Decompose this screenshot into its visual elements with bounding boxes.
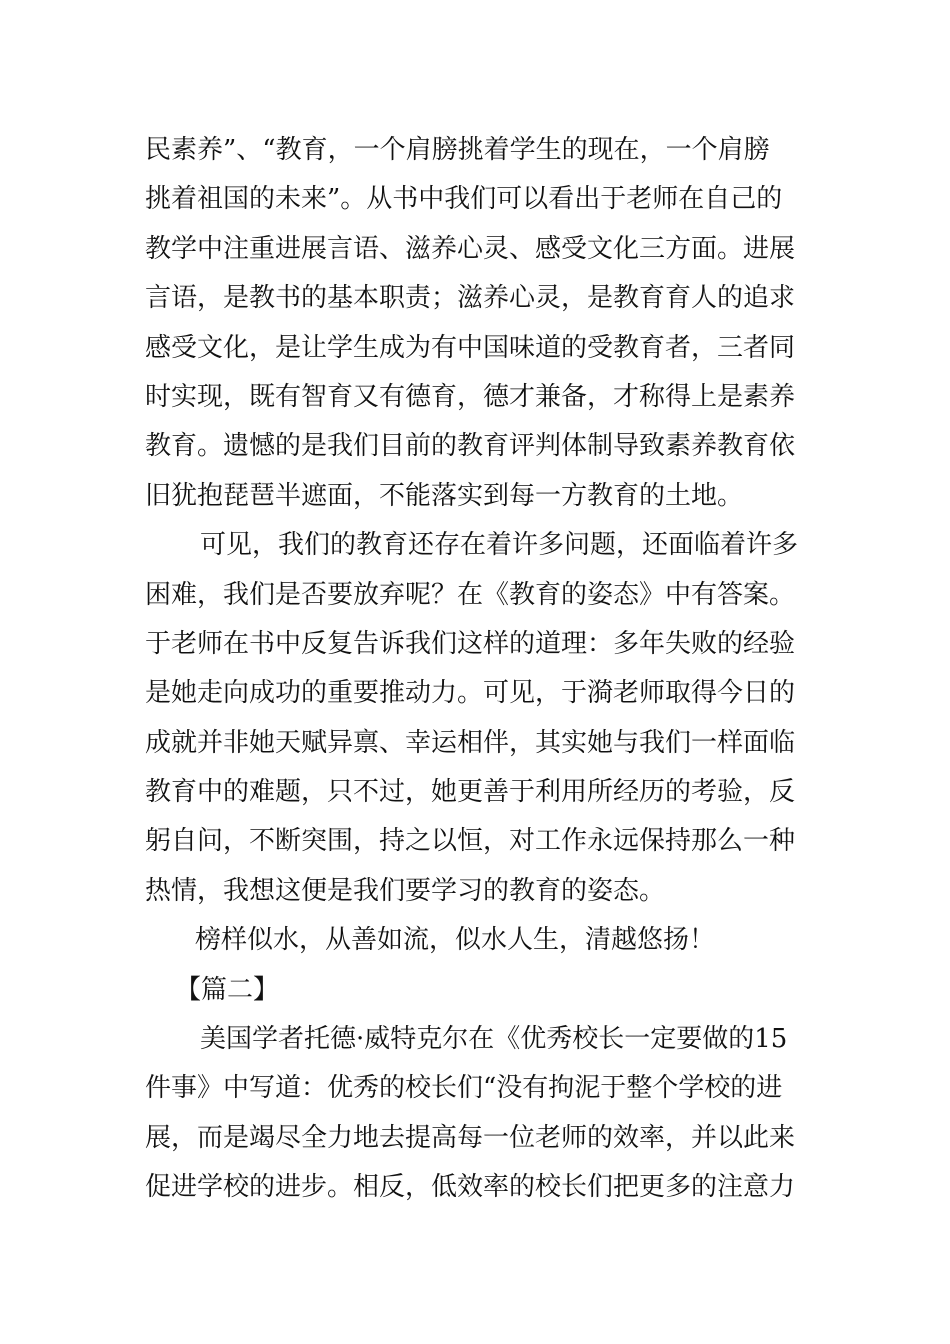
text-line: 成就并非她天赋异禀、幸运相伴，其实她与我们一样面临: [145, 727, 796, 758]
text-line: 旧犹抱琵琶半遮面，不能落实到每一方教育的土地。: [145, 480, 744, 511]
text-line: 热情，我想这便是我们要学习的教育的姿态。: [145, 875, 666, 906]
paragraph-start-line: 榜样似水，从善如流，似水人生，清越悠扬！: [195, 925, 716, 956]
text-line: 促进学校的进步。相反，低效率的校长们把更多的注意力: [145, 1172, 796, 1203]
text-line: 挑着祖国的未来”。从书中我们可以看出于老师在自己的: [145, 184, 783, 215]
text-line: 感受文化，是让学生成为有中国味道的受教育者，三者同: [145, 332, 796, 363]
text-line: 躬自问，不断突围，持之以恒，对工作永远保持那么一种: [145, 826, 796, 857]
section-heading: 【篇二】: [175, 974, 280, 1005]
text-line: 展，而是竭尽全力地去提高每一位老师的效率，并以此来: [145, 1122, 796, 1153]
text-line: 件事》中写道：优秀的校长们“没有拘泥于整个学校的进: [145, 1073, 783, 1104]
paragraph-start-line: 可见，我们的教育还存在着许多问题，还面临着许多: [200, 530, 799, 561]
text-line: 时实现，既有智育又有德育，德才兼备，才称得上是素养: [145, 381, 796, 412]
text-line: 言语，是教书的基本职责；滋养心灵，是教育育人的追求: [145, 283, 796, 314]
text-line: 民素养”、“教育，一个肩膀挑着学生的现在，一个肩膀: [145, 135, 770, 165]
text-line: 教学中注重进展言语、滋养心灵、感受文化三方面。进展: [145, 233, 796, 264]
text-line: 教育。遗憾的是我们目前的教育评判体制导致素养教育依: [145, 431, 796, 462]
paragraph-start-line: 美国学者托德·威特克尔在《优秀校长一定要做的15: [200, 1024, 788, 1055]
text-line: 困难，我们是否要放弃呢？在《教育的姿态》中有答案。: [145, 579, 796, 610]
text-line: 是她走向成功的重要推动力。可见，于漪老师取得今日的: [145, 678, 796, 709]
text-line: 于老师在书中反复告诉我们这样的道理：多年失败的经验: [145, 628, 796, 659]
document-body: [145, 126, 810, 1213]
text-line: 教育中的难题，只不过，她更善于利用所经历的考验，反: [145, 777, 796, 808]
